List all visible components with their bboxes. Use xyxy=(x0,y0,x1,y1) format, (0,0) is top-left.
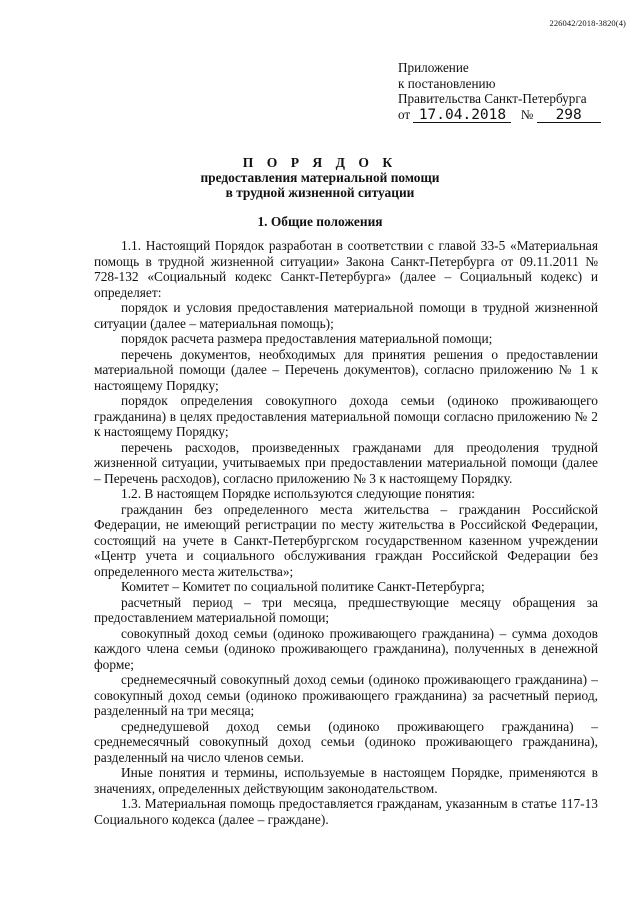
title-line-2: предоставления материальной помощи xyxy=(200,170,440,185)
paragraph: Иные понятия и термины, используемые в настоящем Порядке, применяются в значениях, определенных действующим законодательством. xyxy=(94,765,598,796)
document-title xyxy=(0,155,640,200)
appendix-line-2: к постановлению xyxy=(398,75,496,91)
date-prefix: от xyxy=(398,106,411,122)
paragraph: расчетный период – три месяца, предшествующие месяцу обращения за предоставлением материальной помощи; xyxy=(94,594,598,625)
paragraph: совокупный доход семьи (одиноко проживающего гражданина) – сумма доходов каждого члена семьи (одиноко проживающего гражданина), полученных в денежной форме; xyxy=(94,625,598,672)
document-number: 226042/2018-3820(4) xyxy=(549,18,626,28)
paragraph: перечень расходов, произведенных гражданами для преодоления трудной жизненной ситуации, учитываемых при предоставлении материальной помощи (далее – Перечень расходов), согласно приложению № 3 к настоящему Порядку. xyxy=(94,439,598,486)
paragraph: порядок и условия предоставления материальной помощи в трудной жизненной ситуации (далее – материальная помощь); xyxy=(94,300,598,331)
paragraph: порядок расчета размера предоставления материальной помощи; xyxy=(121,331,493,346)
appendix-line-3: Правительства Санкт-Петербурга xyxy=(398,91,587,106)
document-body xyxy=(94,238,598,827)
paragraph: гражданин без определенного места жительства – гражданин Российской Федерации, не имеющий регистрации по месту жительства в Российской Федерации, состоящий на учете в Санкт-Петербургском государственном казенном учреждении «Центр учета и социального обслуживания граждан Российской Федерации без определенного места жительства»; xyxy=(94,501,598,579)
resolution-number: 298 xyxy=(537,109,601,123)
appendix-line-1: Приложение xyxy=(398,60,469,75)
paragraph: среднемесячный совокупный доход семьи (одиноко проживающего гражданина) – совокупный доход семьи (одиноко проживающего гражданина) за расчетный период, разделенный на три месяца; xyxy=(94,672,598,718)
title-word: П О Р Я Д О К xyxy=(242,155,398,170)
paragraph: 1.1. Настоящий Порядок разработан в соответствии с главой 33-5 «Материальная помощь в трудной жизненной ситуации» Закона Санкт-Петербурга от 09.11.2011 № 728-132 «Социальный кодекс Санкт-Петербурга» (далее – Социальный кодекс) и определяет: xyxy=(94,238,598,300)
number-prefix: № xyxy=(520,106,534,122)
title-line-3: в трудной жизненной ситуации xyxy=(225,185,415,200)
appendix-date-line xyxy=(398,107,601,123)
paragraph: 1.3. Материальная помощь предоставляется гражданам, указанным в статье 117-13 Социального кодекса (далее – граждане). xyxy=(94,796,598,827)
paragraph: 1.2. В настоящем Порядке используются следующие понятия: xyxy=(121,486,475,501)
appendix-block xyxy=(398,60,601,123)
resolution-date: 17.04.2018 xyxy=(413,109,511,123)
paragraph: перечень документов, необходимых для принятия решения о предоставлении материальной помощи (далее – Перечень документов), согласно приложению № 1 к настоящему Порядку; xyxy=(94,346,598,393)
paragraph: Комитет – Комитет по социальной политике Санкт-Петербурга; xyxy=(121,579,485,594)
paragraph: порядок определения совокупного дохода семьи (одиноко проживающего гражданина) в целях предоставления материальной помощи согласно приложению № 2 к настоящему Порядку; xyxy=(94,393,598,439)
section-heading: 1. Общие положения xyxy=(257,214,383,229)
paragraph: среднедушевой доход семьи (одиноко проживающего гражданина) – среднемесячный совокупный доход семьи (одиноко проживающего гражданина), разделенный на число членов семьи. xyxy=(94,718,598,765)
